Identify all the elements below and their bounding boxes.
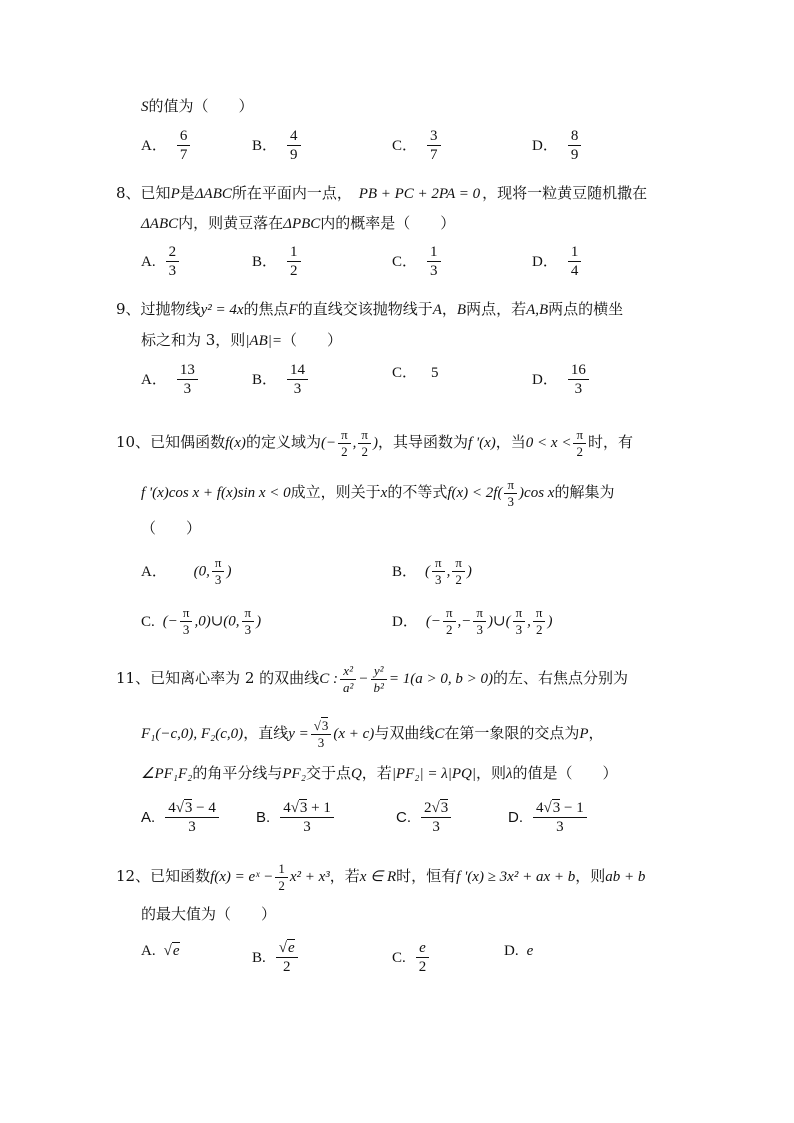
fraction: $\frac{1}{4}$ [568,244,582,279]
q11-stem-line3: ∠PF₁F₂的角平分线与PF₂交于点Q，若|PF₂| = λ|PQ|，则λ的值是（ ） [141,764,618,782]
q12-stem-line1: 12、已知函数f(x) = eˣ − $\frac{1}{2}$ x² + x³，若x ∈ R时，恒有f '(x) ≥ 3x² + ax + b，则ab + b [116,860,646,893]
q9-stem-line2: 标之和为 3，则|AB|=（ ） [141,331,343,349]
q7-option-c[interactable]: C． $\frac{3}{7}$ [392,128,443,163]
fraction: $\frac{√e}{2}$ [276,940,298,975]
q9-stem-line1: 9、过抛物线y² = 4x的焦点F的直线交该抛物线于A，B两点，若A,B两点的横坐 [116,300,624,318]
q10-stem-line2: f '(x)cos x + f(x)sin x < 0成立，则关于x的不等式f(x) < 2f( $\frac{\pi}{3}$ )cos x的解集为 [141,476,615,509]
fraction: $\frac{4}{9}$ [287,128,301,163]
fraction: $\frac{2√3}{3}$ [421,800,451,835]
q8-stem-line2: ΔABC内，则黄豆落在ΔPBC内的概率是（ ） [141,214,456,232]
fraction: $\frac{6}{7}$ [177,128,191,163]
q7-option-d[interactable]: D． $\frac{8}{9}$ [532,128,583,163]
fraction: $\frac{4√3 - 4}{3}$ [165,800,219,835]
q10-stem-line3: （ ） [141,519,202,537]
q7-option-a[interactable]: A． $\frac{6}{7}$ [141,128,192,163]
q10-option-a[interactable]: A． (0, $\frac{\pi}{3}$ ) [141,555,232,587]
q11-option-a[interactable]: A. $\frac{4√3 - 4}{3}$ [141,800,221,835]
q8-option-d[interactable]: D． $\frac{1}{4}$ [532,244,583,279]
q12-option-d[interactable]: D. e [504,943,534,959]
q12-stem-line2: 的最大值为（ ） [141,905,277,923]
fraction: $\frac{e}{2}$ [416,940,430,975]
q10-option-c[interactable]: C. (− $\frac{\pi}{3}$ ,0)∪(0, $\frac{\pi}{3}$ ) [141,605,262,637]
q9-option-c[interactable]: C． 5 [392,365,439,381]
fraction: $\frac{8}{9}$ [568,128,582,163]
fraction: $\frac{1}{3}$ [427,244,441,279]
fraction: $\frac{16}{3}$ [568,362,589,397]
fraction: $\frac{3}{7}$ [427,128,441,163]
fraction: $\frac{14}{3}$ [287,362,308,397]
q8-option-a[interactable]: A. $\frac{2}{3}$ [141,244,181,279]
q8-vector-eq: PB + PC + 2PA = 0 [358,186,481,202]
q8-stem-line1: 8、已知P是ΔABC所在平面内一点， PB + PC + 2PA = 0 ，现将一粒黄豆随机撒在 [116,184,648,202]
fraction: $\frac{2}{3}$ [166,244,180,279]
q9-option-a[interactable]: A． $\frac{13}{3}$ [141,362,200,397]
q9-option-d[interactable]: D． $\frac{16}{3}$ [532,362,591,397]
q12-option-c[interactable]: C. $\frac{e}{2}$ [392,940,431,975]
q11-stem-line2: F₁(−c,0), F₂(c,0)，直线y = $\frac{√3}{3}$ (x + c)与双曲线C在第一象限的交点为P， [141,717,604,750]
q10-stem-line1: 10、已知偶函数f(x)的定义域为(− $\frac{\pi}{2}$ , $\frac{\pi}{2}$ )，其导函数为f '(x)，当0 < x < $\frac{\pi}{2}$ 时，有 [116,426,634,459]
q7-stem-tail: S的值为（ ） [141,97,254,115]
q12-option-b[interactable]: B. $\frac{√e}{2}$ [252,940,300,975]
q9-option-b[interactable]: B． $\frac{14}{3}$ [252,362,310,397]
fraction: $\frac{1}{2}$ [287,244,301,279]
q8-option-b[interactable]: B． $\frac{1}{2}$ [252,244,303,279]
q7-option-b[interactable]: B． $\frac{4}{9}$ [252,128,303,163]
q8-option-c[interactable]: C． $\frac{1}{3}$ [392,244,443,279]
q10-option-d[interactable]: D． (− $\frac{\pi}{2}$ ,− $\frac{\pi}{3}$ )∪( $\frac{\pi}{3}$ , $\frac{\pi}{2}$ ) [392,605,553,637]
q11-option-b[interactable]: B. $\frac{4√3 + 1}{3}$ [256,800,336,835]
q12-option-a[interactable]: A. √e [141,943,180,959]
q11-stem-line1: 11、已知离心率为 2 的双曲线C : $\frac{\text{x²}}{\text{a²}}$ − $\frac{\text{y²}}{\text{b²}}$ = 1(a > 0, b > 0)的左、右焦点分别为 [116,662,628,695]
fraction: $\frac{4√3 - 1}{3}$ [533,800,587,835]
q11-option-c[interactable]: C. $\frac{2√3}{3}$ [396,800,453,835]
fraction: $\frac{4√3 + 1}{3}$ [280,800,334,835]
q10-option-b[interactable]: B． ( $\frac{\pi}{3}$ , $\frac{\pi}{2}$ ) [392,555,472,587]
q11-option-d[interactable]: D. $\frac{4√3 - 1}{3}$ [508,800,589,835]
fraction: $\frac{13}{3}$ [177,362,198,397]
